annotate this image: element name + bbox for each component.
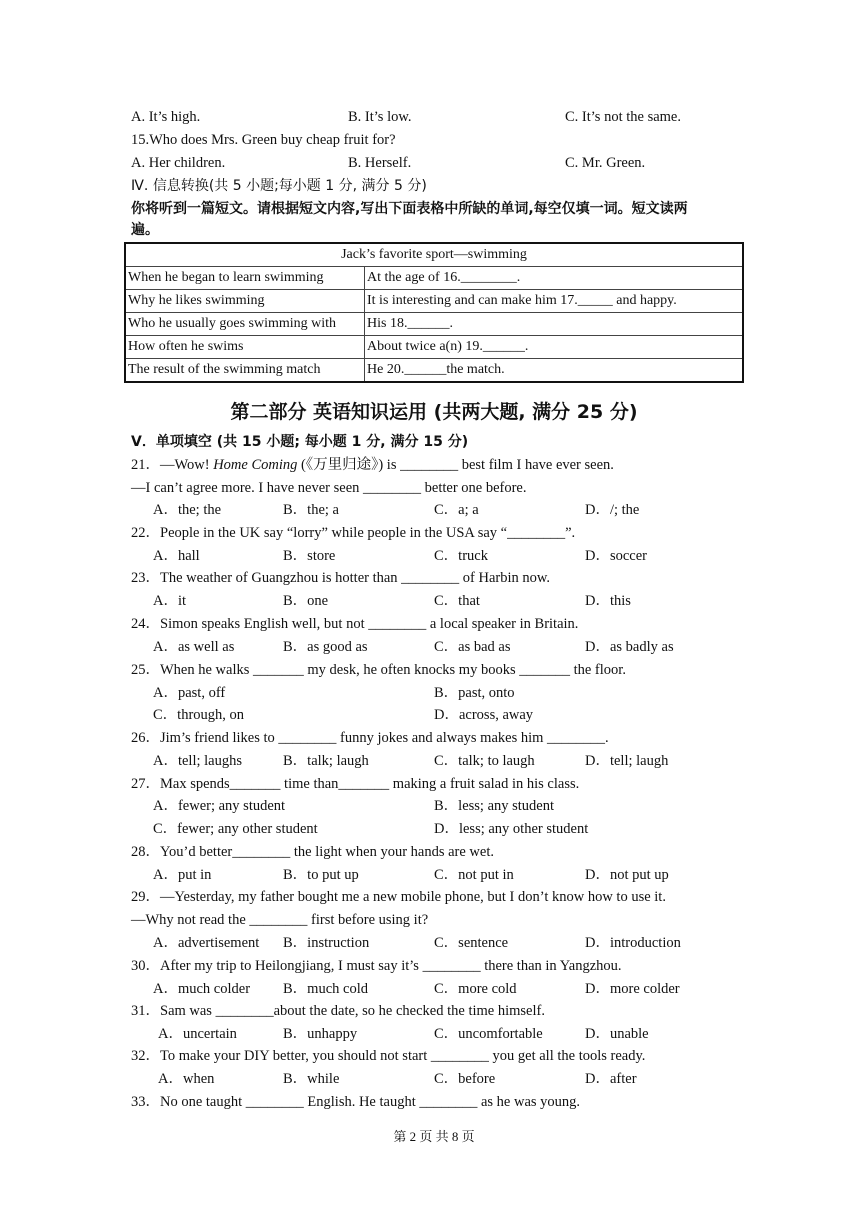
q21-option-c: C．a; a: [434, 502, 479, 518]
question-30: 30．After my trip to Heilongjiang, I must say it’s ________ there than in Yangzhou.: [131, 958, 622, 974]
table-row: [125, 290, 743, 313]
q28-option-d: D．not put up: [585, 867, 669, 883]
question-27: 27．Max spends_______ time than_______ making a fruit salad in his class.: [131, 776, 580, 792]
q29-option-b: B．instruction: [283, 935, 370, 951]
q26-option-a: A．tell; laughs: [153, 753, 243, 769]
q32-option-b: B．while: [283, 1071, 340, 1087]
q30-option-c: C．more cold: [434, 981, 517, 997]
q24-option-c: C．as bad as: [434, 639, 511, 655]
table-row: [125, 267, 743, 290]
q23-option-c: C．that: [434, 593, 480, 609]
q31-option-b: B．unhappy: [283, 1026, 358, 1042]
q23-option-a: A．it: [153, 593, 187, 609]
table-row: [125, 359, 743, 383]
table-row-value: He 20.______the match.: [365, 359, 744, 383]
q23-option-b: B．one: [283, 593, 329, 609]
table-row-label: The result of the swimming match: [125, 359, 365, 383]
question-24: 24．Simon speaks English well, but not ________ a local speaker in Britain.: [131, 616, 579, 632]
question-22: 22．People in the UK say “lorry” while people in the USA say “________”.: [131, 525, 576, 541]
q27-option-a: A．fewer; any student: [153, 798, 286, 814]
question-21: [131, 456, 614, 474]
table-row: [125, 313, 743, 336]
q27-option-c: C．fewer; any other student: [153, 821, 318, 837]
q21-option-a: A．the; the: [153, 502, 222, 518]
q27-option-d: D．less; any other student: [434, 821, 589, 837]
q25-option-a: A．past, off: [153, 685, 226, 701]
option-c: C. It’s not the same.: [565, 109, 681, 125]
section-4-instruction: 你将听到一篇短文。请根据短文内容,写出下面表格中所缺的单词,每空仅填一词。短文读两: [131, 201, 688, 217]
section-4-heading: Ⅳ. 信息转换(共 5 小题;每小题 1 分, 满分 5 分): [131, 178, 427, 194]
question-25: 25．When he walks _______ my desk, he often knocks my books _______ the floor.: [131, 662, 626, 678]
table-row-value: It is interesting and can make him 17._____ and happy.: [365, 290, 744, 313]
q23-option-d: D．this: [585, 593, 631, 609]
question-21-reply: —I can’t agree more. I have never seen ________ better one before.: [131, 480, 527, 496]
part-2-heading: 第二部分 英语知识运用 (共两大题, 满分 25 分): [230, 401, 638, 423]
q15-option-b: B. Herself.: [348, 155, 412, 171]
question-29: 29．—Yesterday, my father bought me a new mobile phone, but I don’t know how to use it.: [131, 889, 666, 905]
section-5-heading: V．单项填空 (共 15 小题; 每小题 1 分, 满分 15 分): [131, 434, 469, 450]
q30-option-d: D．more colder: [585, 981, 680, 997]
q21-film-title: Home Coming: [213, 457, 298, 473]
page-number: 第 2 页 共 8 页: [393, 1129, 475, 1144]
table-row-value: His 18.______.: [365, 313, 744, 336]
question-33: 33．No one taught ________ English. He taught ________ as he was young.: [131, 1094, 581, 1110]
info-table: [124, 242, 744, 383]
table-title: Jack’s favorite sport—swimming: [125, 243, 743, 267]
q30-option-b: B．much cold: [283, 981, 368, 997]
q26-option-c: C．talk; to laugh: [434, 753, 535, 769]
q32-option-d: D．after: [585, 1071, 637, 1087]
q28-option-c: C．not put in: [434, 867, 514, 883]
question-31: 31．Sam was ________about the date, so he checked the time himself.: [131, 1003, 545, 1019]
q22-option-b: B．store: [283, 548, 336, 564]
table-row-label: Who he usually goes swimming with: [125, 313, 365, 336]
q30-option-a: A．much colder: [153, 981, 251, 997]
q29-option-d: D．introduction: [585, 935, 681, 951]
section-4-instruction-cont: 遍。: [131, 222, 159, 238]
q15-option-a: A. Her children.: [131, 155, 226, 171]
q21-stem-post: (《万里归途》) is ________ best film I have ever seen.: [297, 457, 614, 473]
q31-option-c: C．uncomfortable: [434, 1026, 543, 1042]
question-23: 23．The weather of Guangzhou is hotter than ________ of Harbin now.: [131, 570, 551, 586]
q31-option-a: A．uncertain: [158, 1026, 237, 1042]
q21-option-d: D．/; the: [585, 502, 640, 518]
table-row: [125, 336, 743, 359]
question-28: 28．You’d better________ the light when your hands are wet.: [131, 844, 494, 860]
q22-option-a: A．hall: [153, 548, 200, 564]
q25-option-d: D．across, away: [434, 707, 534, 723]
table-row-label: How often he swims: [125, 336, 365, 359]
q28-option-b: B．to put up: [283, 867, 359, 883]
option-b: B. It’s low.: [348, 109, 412, 125]
q26-option-d: D．tell; laugh: [585, 753, 669, 769]
q25-option-c: C．through, on: [153, 707, 245, 723]
q15-option-c: C. Mr. Green.: [565, 155, 646, 171]
q32-option-c: C．before: [434, 1071, 496, 1087]
q31-option-d: D．unable: [585, 1026, 649, 1042]
q26-option-b: B．talk; laugh: [283, 753, 369, 769]
option-a: A. It’s high.: [131, 109, 201, 125]
q27-option-b: B．less; any student: [434, 798, 555, 814]
question-32: 32．To make your DIY better, you should not start ________ you get all the tools ready.: [131, 1048, 646, 1064]
q24-option-b: B．as good as: [283, 639, 368, 655]
q21-option-b: B．the; a: [283, 502, 339, 518]
q25-option-b: B．past, onto: [434, 685, 515, 701]
question-15: 15.Who does Mrs. Green buy cheap fruit for?: [131, 132, 396, 148]
table-row-label: When he began to learn swimming: [125, 267, 365, 290]
q22-option-d: D．soccer: [585, 548, 648, 564]
table-row-value: About twice a(n) 19.______.: [365, 336, 744, 359]
q29-option-c: C．sentence: [434, 935, 509, 951]
q32-option-a: A．when: [158, 1071, 215, 1087]
q21-stem-pre: 21．—Wow!: [131, 457, 214, 473]
q28-option-a: A．put in: [153, 867, 212, 883]
table-row-label: Why he likes swimming: [125, 290, 365, 313]
q24-option-d: D．as badly as: [585, 639, 674, 655]
q24-option-a: A．as well as: [153, 639, 235, 655]
question-29-reply: —Why not read the ________ first before using it?: [131, 912, 429, 928]
question-26: 26．Jim’s friend likes to ________ funny jokes and always makes him ________.: [131, 730, 609, 746]
q22-option-c: C．truck: [434, 548, 488, 564]
table-row-value: At the age of 16.________.: [365, 267, 744, 290]
q29-option-a: A．advertisement: [153, 935, 260, 951]
